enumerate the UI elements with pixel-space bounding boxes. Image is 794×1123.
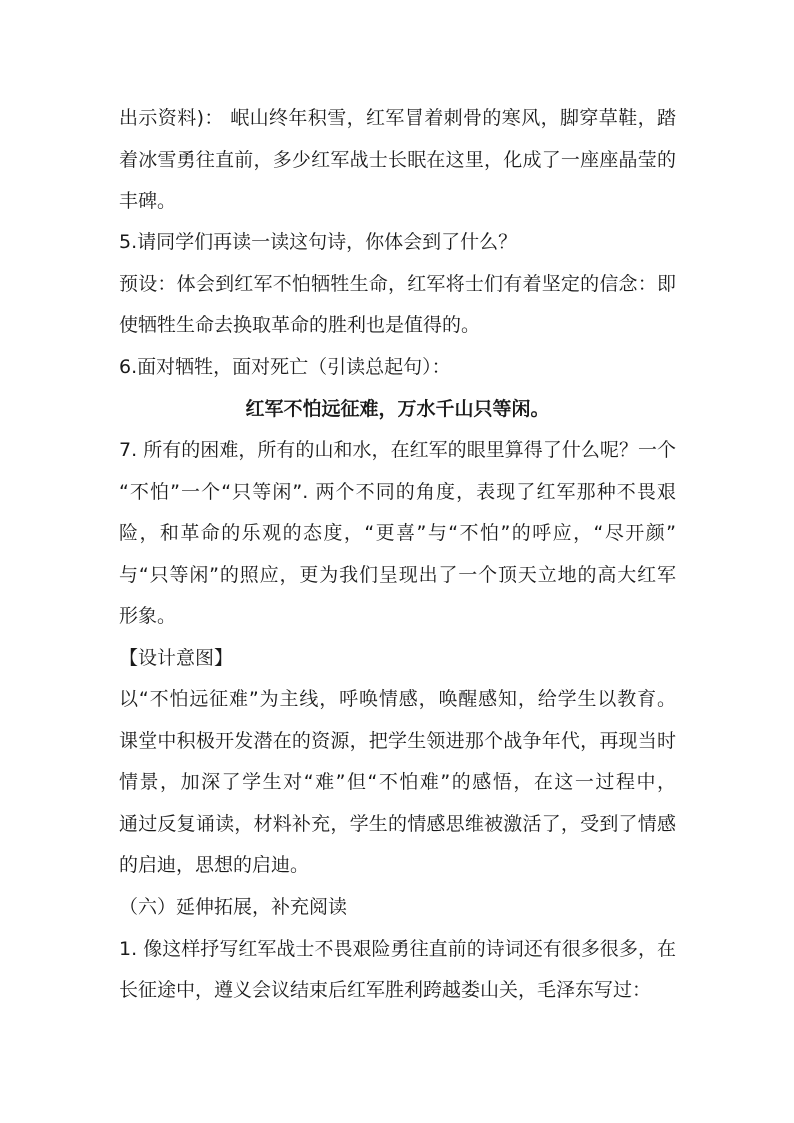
step-7: 7. 所有的困难，所有的山和水，在红军的眼里算得了什么呢？一个 (119, 439, 676, 461)
text-line: “不怕”一个“只等闲”. 两个不同的角度，表现了红军那种不畏艰 (119, 481, 676, 503)
section-heading: （六）延伸拓展，补充阅读 (119, 896, 348, 918)
text-line: 形象。 (119, 605, 177, 627)
text-line: 使牺牲生命去换取革命的胜利也是值得的。 (119, 314, 481, 336)
text-line: 着冰雪勇往直前，多少红军战士长眠在这里，化成了一座座晶莹的 (119, 149, 676, 171)
text-line: 险，和革命的乐观的态度，“更喜”与“不怕”的呼应，“尽开颜” (119, 522, 676, 544)
step-6: 6.面对牺牲，面对死亡（引读总起句）： (119, 356, 451, 378)
section-heading: 【设计意图】 (119, 647, 234, 669)
text-line: 丰碑。 (119, 190, 177, 212)
text-line: 与“只等闲”的照应，更为我们呈现出了一个顶天立地的高大红军 (119, 564, 676, 586)
question-5: 5.请同学们再读一读这句诗，你体会到了什么？ (119, 231, 518, 253)
text-line: 课堂中积极开发潜在的资源，把学生领进那个战争年代，再现当时 (119, 730, 676, 752)
poem-line: 红军不怕远征难，万水千山只等闲。 (245, 398, 550, 420)
text-line: 长征途中，遵义会议结束后红军胜利跨越娄山关，毛泽东写过： (119, 979, 652, 1001)
text-line: 预设：体会到红军不怕牺牲生命，红军将士们有着坚定的信念：即 (119, 273, 676, 295)
text-line: 情景，加深了学生对“难”但“不怕难”的感悟，在这一过程中， (119, 771, 676, 793)
text-line: 1. 像这样抒写红军战士不畏艰险勇往直前的诗词还有很多很多，在 (119, 938, 676, 960)
text-line: 的启迪，思想的启迪。 (119, 854, 310, 876)
text-line: 出示资料)： 岷山终年积雪，红军冒着刺骨的寒风，脚穿草鞋，踏 (119, 107, 676, 129)
text-line: 以“不怕远征难”为主线，呼唤情感，唤醒感知，给学生以教育。 (119, 688, 676, 710)
text-line: 通过反复诵读，材料补充，学生的情感思维被激活了，受到了情感 (119, 813, 676, 835)
